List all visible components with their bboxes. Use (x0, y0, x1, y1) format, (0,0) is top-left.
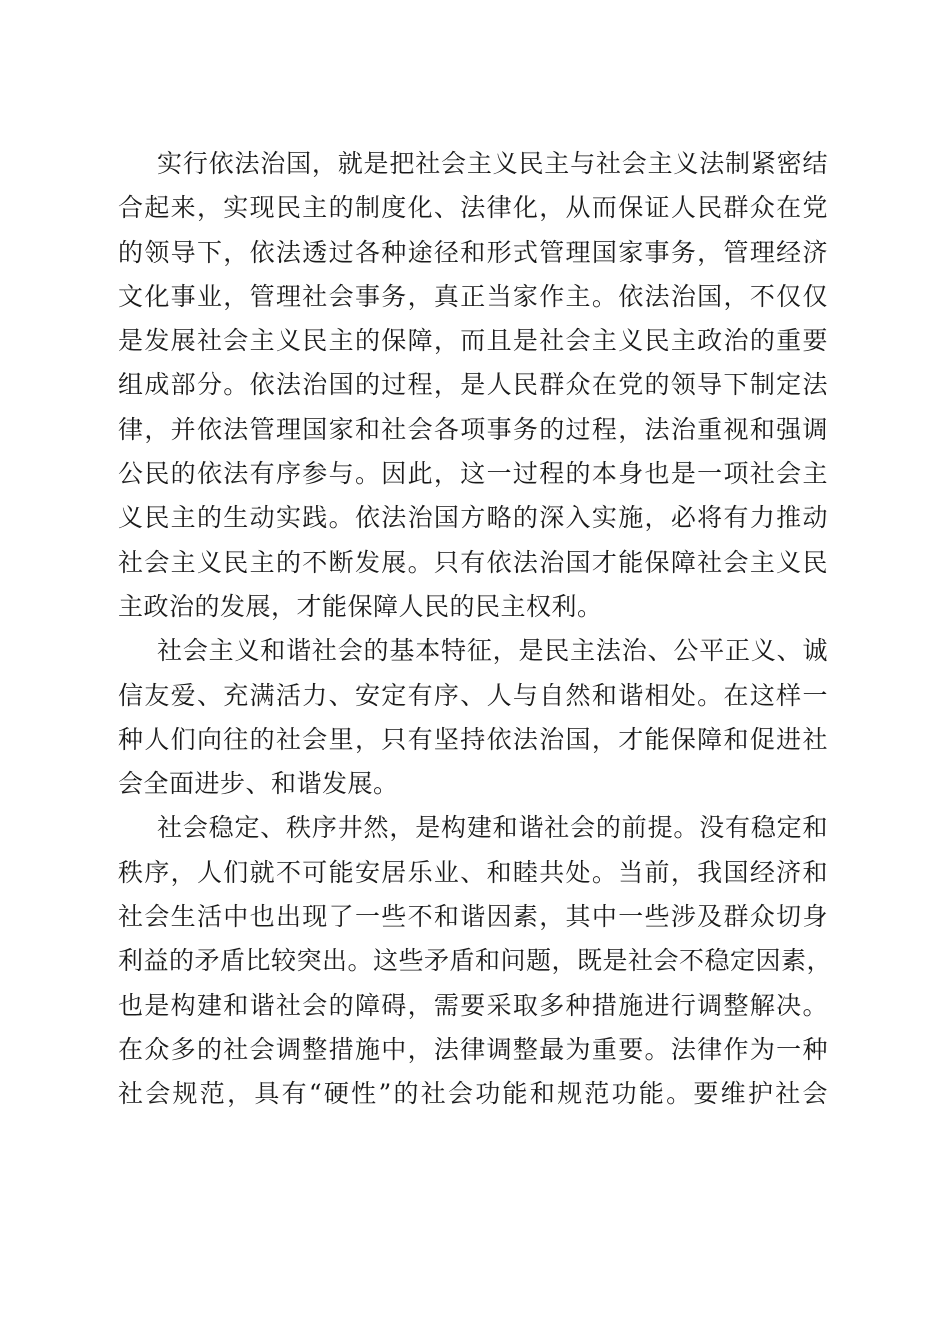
text-line: 秩序，人们就不可能安居乐业、和睦共处。当前，我国经济和 (118, 857, 828, 887)
text-line: 的领导下，依法透过各种途径和形式管理国家事务，管理经济 (118, 237, 828, 267)
text-line: 是发展社会主义民主的保障，而且是社会主义民主政治的重要 (118, 326, 828, 356)
text-line: 社会主义和谐社会的基本特征，是民主法治、公平正义、诚 (157, 636, 828, 666)
text-line: 种人们向往的社会里，只有坚持依法治国，才能保障和促进社 (118, 724, 828, 754)
text-line: 社会主义民主的不断发展。只有依法治国才能保障社会主义民 (118, 547, 828, 577)
text-line: 主政治的发展，才能保障人民的民主权利。 (118, 591, 603, 621)
text-line: 社会稳定、秩序井然，是构建和谐社会的前提。没有稳定和 (157, 813, 828, 843)
paragraph-harmonious-society (118, 629, 828, 806)
text-line: 社会规范，具有“硬性”的社会功能和规范功能。要维护社会 (118, 1079, 828, 1109)
paragraph-social-stability (118, 806, 833, 1116)
text-line: 在众多的社会调整措施中，法律调整最为重要。法律作为一种 (118, 1034, 828, 1064)
text-line: 利益的矛盾比较突出。这些矛盾和问题，既是社会不稳定因素， (118, 946, 833, 976)
text-line: 信友爱、充满活力、安定有序、人与自然和谐相处。在这样一 (118, 680, 828, 710)
text-line: 合起来，实现民主的制度化、法律化，从而保证人民群众在党 (118, 193, 828, 223)
text-line: 律，并依法管理国家和社会各项事务的过程，法治重视和强调 (118, 414, 828, 444)
text-line: 也是构建和谐社会的障碍，需要采取多种措施进行调整解决。 (118, 990, 828, 1020)
text-line: 文化事业，管理社会事务，真正当家作主。依法治国，不仅仅 (118, 281, 828, 311)
text-line: 会全面进步、和谐发展。 (118, 769, 399, 799)
document-body (118, 142, 833, 1117)
text-line: 义民主的生动实践。依法治国方略的深入实施，必将有力推动 (118, 503, 828, 533)
text-line: 组成部分。依法治国的过程，是人民群众在党的领导下制定法 (118, 370, 828, 400)
text-line: 实行依法治国，就是把社会主义民主与社会主义法制紧密结 (157, 149, 828, 178)
text-line: 社会生活中也出现了一些不和谐因素，其中一些涉及群众切身 (118, 902, 828, 932)
paragraph-rule-of-law (118, 142, 828, 629)
text-line: 公民的依法有序参与。因此，这一过程的本身也是一项社会主 (118, 459, 828, 489)
